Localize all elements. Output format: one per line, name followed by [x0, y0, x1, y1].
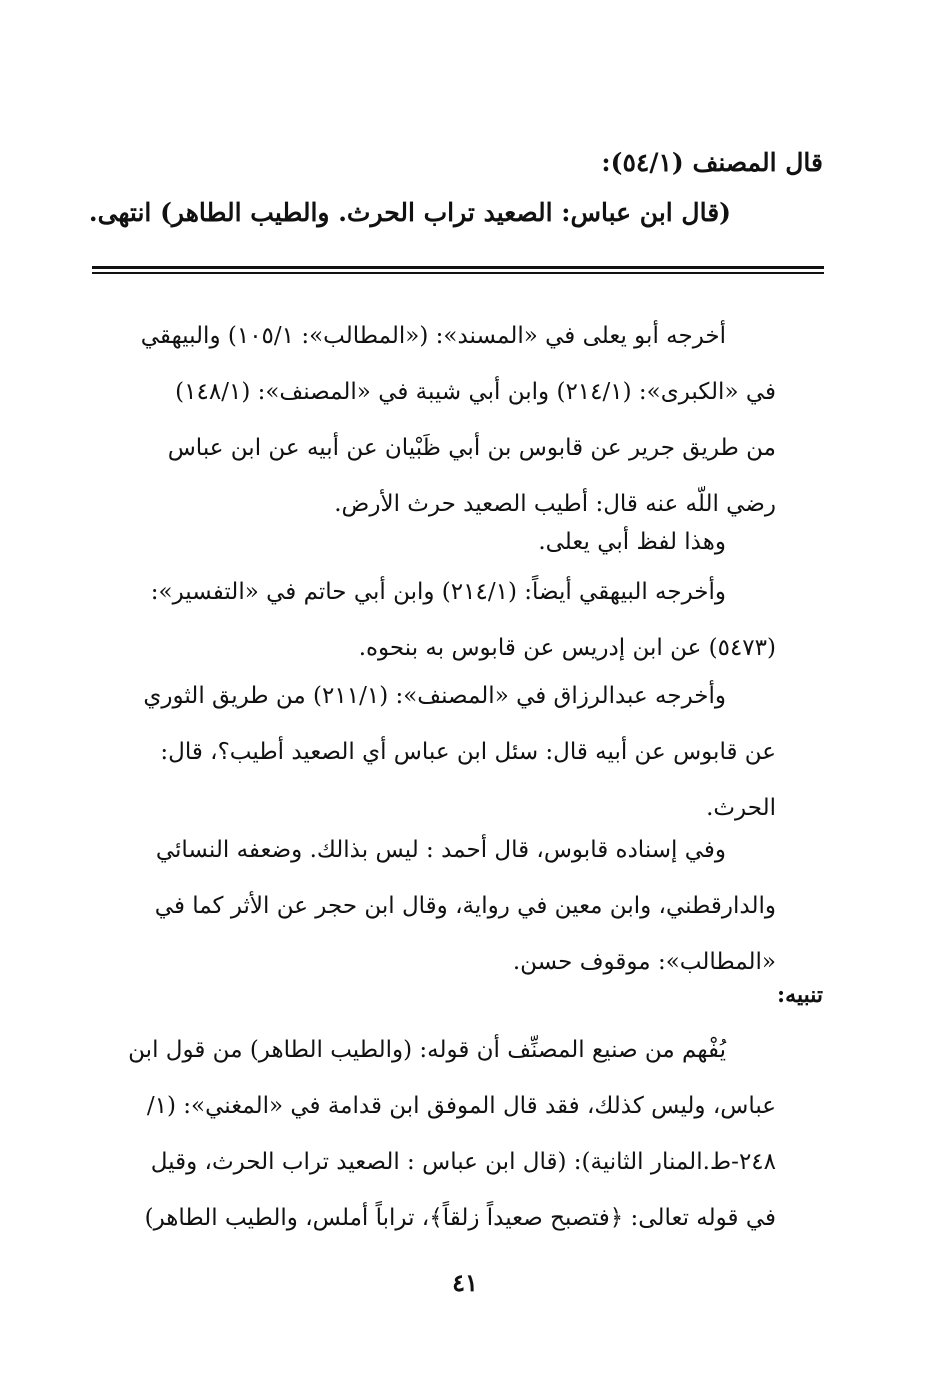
text-line: والدارقطني، وابن معين في رواية، وقال ابن حجر عن الأثر كما في: [154, 893, 776, 919]
text-line: الحرث.: [706, 795, 776, 821]
text-line: وأخرجه البيهقي أيضاً: (٢١٤/١) وابن أبي حاتم في «التفسير»:: [150, 579, 726, 605]
text-line: رضي اللّه عنه قال: أطيب الصعيد حرث الأرض.: [334, 491, 776, 517]
text-line: عباس، وليس كذلك، فقد قال الموفق ابن قدامة في «المغني»: (١/: [146, 1093, 776, 1119]
section-heading: قال المصنف (٥٤/١):: [601, 148, 823, 177]
text-line: في قوله تعالى: ﴿فتصبح صعيداً زلقاً﴾، تراباً أملس، والطيب الطاهر): [144, 1205, 776, 1231]
text-line: يُفْهم من صنيع المصنِّف أن قوله: (والطيب الطاهر) من قول ابن: [128, 1037, 726, 1063]
text-line: أخرجه أبو يعلى في «المسند»: («المطالب»: ١٠٥/١) والبيهقي: [140, 323, 726, 349]
divider-line-bottom: [92, 272, 824, 274]
paragraph-note: [91, 1022, 776, 1246]
page-number: ٤١: [452, 1268, 478, 1297]
text-line: في «الكبرى»: (٢١٤/١) وابن أبي شيبة في «المصنف»: (١٤٨/١): [175, 379, 776, 405]
divider-line-top: [92, 266, 824, 269]
paragraph-takhrij-1: [91, 308, 776, 532]
text-line: من طريق جرير عن قابوس بن أبي ظَبْيان عن أبيه عن ابن عباس: [167, 435, 776, 461]
paragraph-takhrij-2: [91, 514, 776, 570]
quoted-statement: (قال ابن عباس: الصعيد تراب الحرث. والطيب الطاهر) انتهى.: [88, 198, 731, 227]
text-line: ٢٤٨-ط.المنار الثانية): (قال ابن عباس : الصعيد تراب الحرث، وقيل: [150, 1149, 776, 1175]
text-line: وفي إسناده قابوس، قال أحمد : ليس بذالك. وضعفه النسائي: [155, 837, 726, 863]
text-line: (٥٤٧٣) عن ابن إدريس عن قابوس به بنحوه.: [358, 635, 776, 661]
paragraph-takhrij-4: [91, 668, 776, 836]
note-label: تنبيه:: [777, 982, 823, 1008]
paragraph-isnad-assessment: [91, 822, 776, 990]
paragraph-takhrij-3: [91, 564, 776, 676]
text-line: وأخرجه عبدالرزاق في «المصنف»: (٢١١/١) من طريق الثوري: [143, 683, 726, 709]
text-line: «المطالب»: موقوف حسن.: [512, 949, 776, 975]
text-line: عن قابوس عن أبيه قال: سئل ابن عباس أي الصعيد أطيب؟، قال:: [160, 739, 776, 765]
text-line: وهذا لفظ أبي يعلى.: [538, 529, 726, 555]
